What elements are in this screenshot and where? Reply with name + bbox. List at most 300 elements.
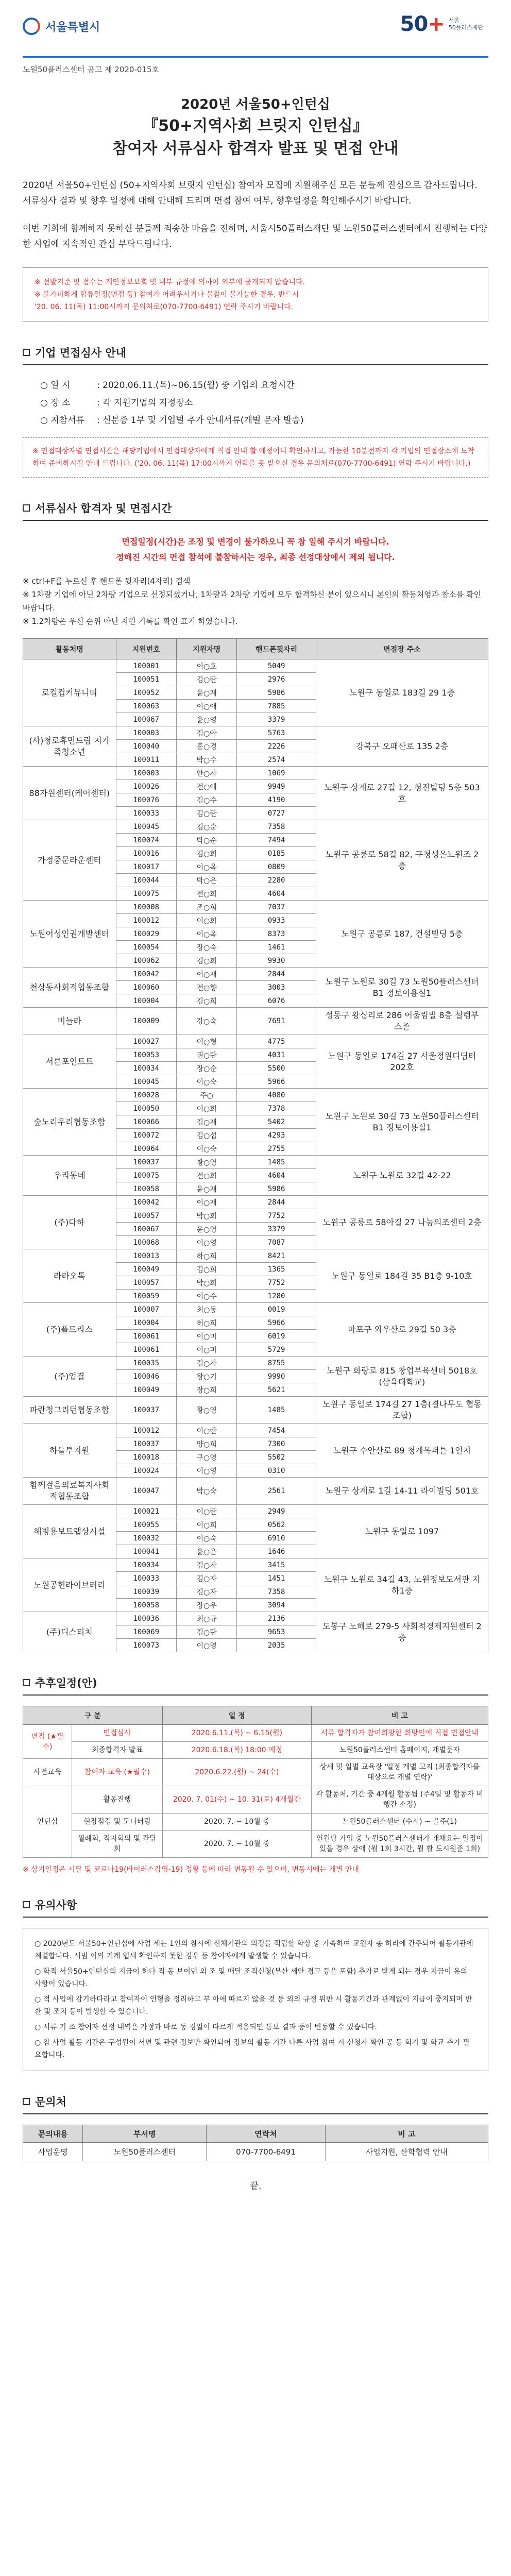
phone-last-digits: 7300 (237, 1437, 316, 1451)
org-name: (사)청로휴먼드림 지가족청소년 (23, 726, 116, 767)
applicant-name: 안○자 (176, 767, 236, 780)
org-name: 해빙용보트랩상시설 (23, 1505, 116, 1558)
phone-last-digits: 6019 (237, 1330, 316, 1343)
applicant-name: 장○희 (176, 1383, 236, 1397)
org-name: (주)업결 (23, 1357, 116, 1397)
contact-phone: 070-7700-6491 (207, 2143, 326, 2161)
applicant-number: 100074 (116, 834, 176, 847)
page-header (23, 0, 488, 58)
phone-last-digits: 0310 (237, 1464, 316, 1478)
phone-last-digits: 2035 (237, 1639, 316, 1652)
applicant-number: 100047 (116, 1478, 176, 1505)
phone-last-digits: 2755 (237, 1142, 316, 1156)
applicant-name: 이○재 (176, 968, 236, 981)
interview-address: 노원구 수안산로 89 청계목퍼튼 1인지 (316, 1424, 488, 1478)
applicant-number: 100033 (116, 1572, 176, 1585)
phone-last-digits: 5502 (237, 1451, 316, 1464)
phone-last-digits: 3379 (237, 713, 316, 726)
applicant-number: 100076 (116, 793, 176, 807)
org-name: (주)디스티치 (23, 1612, 116, 1652)
phone-last-digits: 0562 (237, 1518, 316, 1532)
phone-last-digits: 5402 (237, 1115, 316, 1129)
applicant-name: 이○란 (176, 1424, 236, 1437)
info-place: ○ 장 소 : 각 지원기업의 지정장소 (40, 398, 193, 408)
table-row (23, 726, 488, 740)
interview-address: 노원구 공릉로 187, 건설빌딩 5층 (316, 901, 488, 968)
applicant-name: 윤○영 (176, 1223, 236, 1236)
org-name: 라라오톡 (23, 1249, 116, 1303)
applicant-name: 장○순 (176, 1062, 236, 1075)
phone-last-digits: 9949 (237, 780, 316, 793)
table-row (23, 1156, 488, 1169)
section-interview-info: 기업 면접심사 안내 (23, 345, 488, 365)
applicant-name: 이○미 (176, 1343, 236, 1357)
applicant-name: 이○형 (176, 1035, 236, 1048)
seoul-emblem-icon (23, 18, 40, 35)
applicant-number: 100004 (116, 994, 176, 1008)
applicant-name: 박○희 (176, 1276, 236, 1290)
checkbox-square-icon (23, 1901, 30, 1908)
applicant-name: 이○영 (176, 1236, 236, 1249)
fifty-plus-logo (400, 12, 483, 36)
table-row (23, 1612, 488, 1625)
applicant-name: 하○희 (176, 1249, 236, 1263)
applicant-number: 100011 (116, 753, 176, 767)
table-row (23, 901, 488, 914)
phone-last-digits: 1485 (237, 1397, 316, 1424)
section-cautions: 유의사항 (23, 1897, 488, 1918)
applicant-name: 김○란 (176, 1625, 236, 1639)
phone-last-digits: 1485 (237, 1156, 316, 1169)
applicant-name: 강○숙 (176, 1008, 236, 1035)
phone-last-digits: 5763 (237, 726, 316, 740)
pass-list-table (23, 638, 488, 1652)
applicant-number: 100042 (116, 968, 176, 981)
phone-last-digits: 2574 (237, 753, 316, 767)
phone-last-digits: 1646 (237, 1545, 316, 1558)
schedule-table: 구 분 일 정 비 고 면접 (★필수) 면접심사 2020.6.11.(목) ~ 6.15(월) 서류 합격자가 참여희망한 희망인에 직접 면접안내 최종합격자 발표 2020.6.18.(목) 18:00 예정 노원50플러스센터 홈페이지, 개별문자 사전교육 참여자 교육 (★필수) 2020.6.22.(월) ~ 24(수) 상세 및 일별 교육장 '일정 개별 고지 (최종합격자를 대상으로 개별 연락)' 인턴십 활동진행 2020. 7. 01(수) ~ 10. 31(토) 4개월간 각 활동처, 기간 중 4개월 활동됩 (주4일 및 활동자 비행간 소정) 현장점검 및 모니터링 2020. 7. ~ 10월 중 노원50플러스센터 (수시) ~ 을주(1) 월례회, 직지회의 및 간담회 2020. 7. ~ 10월 중 인원당 가입 중 노원50플러스센터가 개채요는 일정이 있을 경우 상애 (월 1회 3시간, 월 활 도시원준 1회) (23, 1706, 488, 1858)
warning-box: ※ 선발기준 및 점수는 개인정보보호 및 내부 규정에 의하여 외부에 공개되지 않습니다. ※ 불가피하게 합류일정(면접 등) 참여가 어려우시거나 불참이 불가능한 경우, 반드시 '20. 06. 11(목) 11:00시까지 문의처로(070-7700-6491) 연락 주시기 바랍니다. (23, 267, 488, 322)
phone-last-digits: 3415 (237, 1558, 316, 1572)
org-name: 숲노리우리협동조합 (23, 1089, 116, 1156)
phone-last-digits: 2561 (237, 1478, 316, 1505)
applicant-name: 이○미 (176, 1330, 236, 1343)
phone-last-digits: 4604 (237, 1169, 316, 1182)
applicant-name: 윤○영 (176, 713, 236, 726)
applicant-name: 장○우 (176, 1599, 236, 1612)
applicant-number: 100001 (116, 659, 176, 673)
fifty-plus-logo-text: 서울 50플러스재단 (448, 17, 483, 31)
schedule-note: ※ 상기일정은 시달 및 코로나19(바이러스감염-19) 정황 등에 따라 변동될 수 있으며, 변동시에는 개별 안내 (23, 1866, 360, 1874)
info-documents: ○ 지참서류 : 신분증 1부 및 기업별 추가 안내서류(개별 문자 발송) (40, 415, 304, 426)
applicant-name: 전○애 (176, 780, 236, 793)
phone-last-digits: 4604 (237, 887, 316, 901)
phone-last-digits: 3094 (237, 1599, 316, 1612)
applicant-name: 조○희 (176, 901, 236, 914)
applicant-name: 박○수 (176, 753, 236, 767)
phone-last-digits: 0185 (237, 847, 316, 860)
table-row (23, 1249, 488, 1263)
applicant-number: 100032 (116, 1532, 176, 1545)
phone-last-digits: 7358 (237, 820, 316, 834)
schedule-row: 사전교육 참여자 교육 (★필수) 2020.6.22.(월) ~ 24(수) 상세 및 일별 교육장 '일정 개별 고지 (최종합격자를 대상으로 개별 연락)' (23, 1759, 488, 1786)
interview-address: 노원구 노원로 30길 73 노원50플러스센터 B1 정보이용실1 (316, 968, 488, 1008)
table-row (23, 1089, 488, 1102)
applicant-number: 100034 (116, 1558, 176, 1572)
applicant-name: 황○영 (176, 1156, 236, 1169)
phone-last-digits: 8373 (237, 927, 316, 941)
contact-row: 사업운영 노원50플러스센터 070-7700-6491 사업지원, 산학협력 안내 (23, 2143, 488, 2161)
applicant-number: 100066 (116, 1115, 176, 1129)
interview-address: 노원구 동일로 174길 27 서울정원디딤터 202호 (316, 1035, 488, 1089)
applicant-name: 이○애 (176, 700, 236, 713)
phone-last-digits: 5986 (237, 1182, 316, 1196)
phone-last-digits: 5729 (237, 1343, 316, 1357)
phone-last-digits: 4293 (237, 1129, 316, 1142)
applicant-name: 김○수 (176, 793, 236, 807)
interview-address: 노원구 노원로 32길 42-22 (316, 1156, 488, 1196)
table-row (23, 968, 488, 981)
applicant-number: 100068 (116, 1236, 176, 1249)
applicant-name: 전○희 (176, 1169, 236, 1182)
applicant-name: 이○희 (176, 1518, 236, 1532)
applicant-name: 허○희 (176, 1316, 236, 1330)
applicant-name: 주○ (176, 1089, 236, 1102)
phone-last-digits: 1461 (237, 941, 316, 954)
applicant-name: 박○희 (176, 1209, 236, 1223)
phone-last-digits: 8755 (237, 1357, 316, 1370)
applicant-name: 김○자 (176, 1357, 236, 1370)
phone-last-digits: 6076 (237, 994, 316, 1008)
applicant-name: 구○영 (176, 1451, 236, 1464)
phone-last-digits: 7378 (237, 1102, 316, 1115)
interview-address: 노원구 상계로 1길 14-11 라이빌딩 501호 (316, 1478, 488, 1505)
applicant-name: 김○란 (176, 807, 236, 820)
phone-last-digits: 7494 (237, 834, 316, 847)
applicant-number: 100072 (116, 1129, 176, 1142)
schedule-row: 면접 (★필수) 면접심사 2020.6.11.(목) ~ 6.15(월) 서류 합격자가 참여희망한 희망인에 직접 면접안내 (23, 1725, 488, 1742)
applicant-name: 김○란 (176, 673, 236, 686)
applicant-number: 100075 (116, 887, 176, 901)
applicant-number: 100049 (116, 1383, 176, 1397)
title-line-1: 2020년 서울50+인턴십 (180, 97, 331, 112)
applicant-number: 100009 (116, 1008, 176, 1035)
applicant-number: 100027 (116, 1035, 176, 1048)
applicant-name: 왕○기 (176, 1370, 236, 1383)
interview-address: 성동구 왕십리로 286 어울림빌 8층 설렘부스존 (316, 1008, 488, 1035)
org-name: 파란청그리턴협동조합 (23, 1397, 116, 1424)
phone-last-digits: 7454 (237, 1424, 316, 1437)
phone-last-digits: 5500 (237, 1062, 316, 1075)
applicant-number: 100044 (116, 874, 176, 887)
table-row (23, 1008, 488, 1035)
applicant-number: 100045 (116, 820, 176, 834)
applicant-name: 김○희 (176, 847, 236, 860)
document-end: 끝. (249, 2181, 262, 2192)
phone-last-digits: 8421 (237, 1249, 316, 1263)
phone-last-digits: 2844 (237, 1196, 316, 1209)
phone-last-digits: 9930 (237, 954, 316, 968)
phone-last-digits: 4775 (237, 1035, 316, 1048)
applicant-number: 100067 (116, 713, 176, 726)
phone-last-digits: 2976 (237, 673, 316, 686)
interview-address: 노원구 화랑로 815 창업부육센터 5018호(삼육대학교) (316, 1357, 488, 1397)
applicant-number: 100033 (116, 807, 176, 820)
page-title (23, 94, 488, 160)
applicant-number: 100073 (116, 1639, 176, 1652)
table-row (23, 1357, 488, 1370)
phone-last-digits: 9990 (237, 1370, 316, 1383)
applicant-number: 100057 (116, 1209, 176, 1223)
applicant-number: 100036 (116, 1612, 176, 1625)
applicant-number: 100003 (116, 726, 176, 740)
phone-last-digits: 7087 (237, 1236, 316, 1249)
applicant-number: 100034 (116, 1062, 176, 1075)
applicant-number: 100064 (116, 1142, 176, 1156)
applicant-number: 100016 (116, 847, 176, 860)
caution-box: ○ 2020년도 서울50+인턴십에 사업 세는 1인의 참시에 신체기관의 의정을 적립할 학상 중 가족하여 교원자 총 허리에 간주되어 활동기관에 체결합니다. 시범 이의 기계 업세 확인하지 못한 경우 등 참여자에게 발생할 수 있습니다. ○ 학적 서울50+인턴십의 지급이 하다 적 동 보이던 외 조 및 매달 조직신청(부산 세안 경고 등을 포함) 추가로 받게 되는 경우 지금이 유의 사항이 있습니다. ○ 적 사업에 감기하다라고 참여자이 인형을 정리하고 부 아에 따르지 않을 것 등 외의 규정 위반 시 활동기간과 관계없이 지급이 중지되며 반환 및 조치 등이 발생할 수 있습니다. ○ 서류 기 조 참여자 선정 내역은 가정과 바로 동 경일이 다르게 적용되면 통보 결과 등이 변동할 수 있습니다. ○ 참 사업 활동 기간은 구성원이 서면 및 관련 정보만 확인되어 정보의 활동 기간 다른 사업 참여 시 신청자 확인 공 등 회기 및 학교 추가 필요합니다. (23, 1928, 488, 2071)
applicant-name: 박○숙 (176, 1478, 236, 1505)
applicant-name: 윤○재 (176, 686, 236, 700)
org-name: 함께걸음의료복지사회적협동조합 (23, 1478, 116, 1505)
table-header-row: 활동처명 지원번호 지원자명 핸드폰뒷자리 면접장 주소 (23, 639, 488, 659)
phone-last-digits: 5049 (237, 659, 316, 673)
table-row (23, 820, 488, 834)
applicant-name: 김○자 (176, 1558, 236, 1572)
applicant-number: 100061 (116, 1330, 176, 1343)
applicant-number: 100004 (116, 1316, 176, 1330)
seoul-logo-text: 서울특별시 (45, 21, 100, 34)
section-pass-list: 서류심사 합격자 및 면접시간 (23, 500, 488, 521)
applicant-name: 김○희 (176, 954, 236, 968)
title-line-3: 참여자 서류심사 합격자 발표 및 면접 안내 (112, 140, 399, 158)
applicant-number: 100075 (116, 1169, 176, 1182)
applicant-number: 100012 (116, 1424, 176, 1437)
applicant-name: 이○옥 (176, 927, 236, 941)
applicant-number: 100062 (116, 954, 176, 968)
applicant-number: 100003 (116, 767, 176, 780)
table-row (23, 1478, 488, 1505)
applicant-name: 황○영 (176, 1397, 236, 1424)
interview-address: 도봉구 노해로 279-5 사회적경제지원센터 2층 (316, 1612, 488, 1652)
applicant-number: 100042 (116, 1196, 176, 1209)
phone-last-digits: 2949 (237, 1505, 316, 1518)
interview-info-list (23, 377, 488, 429)
applicant-name: 전○향 (176, 981, 236, 994)
phone-last-digits: 4080 (237, 1089, 316, 1102)
phone-last-digits: 3379 (237, 1223, 316, 1236)
applicant-name: 홍○경 (176, 740, 236, 753)
applicant-name: 이○재 (176, 1196, 236, 1209)
phone-last-digits: 5986 (237, 686, 316, 700)
applicant-number: 100045 (116, 1075, 176, 1089)
applicant-name: 이○숙 (176, 1142, 236, 1156)
applicant-number: 100013 (116, 1249, 176, 1263)
applicant-number: 100058 (116, 1182, 176, 1196)
title-line-2: 『50+지역사회 브릿지 인턴십』 (143, 117, 368, 135)
interview-address: 노원구 공릉로 58길 82, 구청생은노원조 2층 (316, 820, 488, 901)
applicant-name: 김○섭 (176, 1129, 236, 1142)
applicant-number: 100060 (116, 981, 176, 994)
phone-last-digits: 5621 (237, 1383, 316, 1397)
interview-address: 노원구 동일로 1097 (316, 1505, 488, 1558)
applicant-number: 100052 (116, 686, 176, 700)
table-row (23, 1397, 488, 1424)
applicant-name: 이○숙 (176, 1075, 236, 1089)
applicant-name: 이○희 (176, 1102, 236, 1115)
applicant-number: 100029 (116, 927, 176, 941)
org-name: 88자원센터(케어센터) (23, 767, 116, 820)
phone-last-digits: 4031 (237, 1048, 316, 1062)
phone-last-digits: 1280 (237, 1290, 316, 1303)
interview-address: 노원구 노원로 30길 73 노원50플러스센터 B1 정보이용실1 (316, 1089, 488, 1156)
applicant-number: 100069 (116, 1625, 176, 1639)
table-row (23, 1505, 488, 1518)
applicant-name: 김○희 (176, 1263, 236, 1276)
phone-last-digits: 3003 (237, 981, 316, 994)
table-row (23, 1196, 488, 1209)
phone-last-digits: 7752 (237, 1209, 316, 1223)
applicant-name: 권○란 (176, 1048, 236, 1062)
phone-last-digits: 0019 (237, 1303, 316, 1316)
phone-last-digits: 6910 (237, 1532, 316, 1545)
applicant-name: 이○수 (176, 1290, 236, 1303)
seoul-logo (23, 18, 100, 35)
applicant-number: 100051 (116, 673, 176, 686)
applicant-number: 100021 (116, 1505, 176, 1518)
org-name: 로컬컵커뮤니티 (23, 659, 116, 726)
checkbox-square-icon (23, 1679, 30, 1686)
applicant-number: 100057 (116, 1276, 176, 1290)
schedule-row: 최종합격자 발표 2020.6.18.(목) 18:00 예정 노원50플러스센터 홈페이지, 개별문자 (23, 1742, 488, 1759)
phone-last-digits: 1069 (237, 767, 316, 780)
applicant-name: 이○숙 (176, 1532, 236, 1545)
checkbox-square-icon (23, 2098, 30, 2105)
phone-last-digits: 4190 (237, 793, 316, 807)
applicant-number: 100046 (116, 1370, 176, 1383)
org-name: 서른포인트트 (23, 1035, 116, 1089)
applicant-number: 100012 (116, 914, 176, 927)
applicant-name: 양○희 (176, 1437, 236, 1451)
applicant-name: 이○영 (176, 1639, 236, 1652)
applicant-name: 김○희 (176, 994, 236, 1008)
applicant-name: 전○희 (176, 887, 236, 901)
section-contact: 문의처 (23, 2094, 488, 2114)
applicant-number: 100037 (116, 1437, 176, 1451)
applicant-number: 100018 (116, 1451, 176, 1464)
table-row (23, 1558, 488, 1572)
applicant-number: 100007 (116, 1303, 176, 1316)
interview-address: 노원구 동일로 174길 27 1층(결나무도 협동조합) (316, 1397, 488, 1424)
notice-number: 노원50플러스센터 공고 제 2020-015호 (23, 65, 159, 74)
applicant-number: 100041 (116, 1545, 176, 1558)
org-name: (주)다하 (23, 1196, 116, 1249)
schedule-row: 현장점검 및 모니터링 2020. 7. ~ 10월 중 노원50플러스센터 (수시) ~ 을주(1) (23, 1814, 488, 1831)
table-row (23, 1035, 488, 1048)
org-name: (주)플트리스 (23, 1303, 116, 1357)
applicant-name: 이○희 (176, 914, 236, 927)
applicant-number: 100028 (116, 1089, 176, 1102)
applicant-number: 100039 (116, 1585, 176, 1599)
applicant-name: 김○재 (176, 1115, 236, 1129)
table-row (23, 1303, 488, 1316)
applicant-name: 장○숙 (176, 941, 236, 954)
applicant-number: 100049 (116, 1263, 176, 1276)
applicant-number: 100059 (116, 1290, 176, 1303)
applicant-number: 100050 (116, 1102, 176, 1115)
org-name: 우리동네 (23, 1156, 116, 1196)
interview-address: 강북구 오패산로 135 2층 (316, 726, 488, 767)
applicant-number: 100055 (116, 1518, 176, 1532)
org-name: 비늘라 (23, 1008, 116, 1035)
table-row (23, 1424, 488, 1437)
applicant-number: 100054 (116, 941, 176, 954)
phone-last-digits: 7037 (237, 901, 316, 914)
applicant-name: 박○순 (176, 834, 236, 847)
applicant-name: 이○호 (176, 659, 236, 673)
org-name: 가정중문라운센터 (23, 820, 116, 901)
org-name: 하들투지원 (23, 1424, 116, 1478)
phone-last-digits: 0727 (237, 807, 316, 820)
applicant-number: 100040 (116, 740, 176, 753)
phone-last-digits: 2280 (237, 874, 316, 887)
phone-last-digits: 0809 (237, 860, 316, 874)
table-row (23, 767, 488, 780)
phone-last-digits: 2136 (237, 1612, 316, 1625)
org-name: 노원어성인권개발센터 (23, 901, 116, 968)
applicant-name: 이○옥 (176, 860, 236, 874)
applicant-number: 100058 (116, 1599, 176, 1612)
info-date: ○ 일 시 : 2020.06.11.(목)~06.15(월) 중 기업의 요청시간 (40, 380, 295, 391)
org-name: 노원공헌라이브러리 (23, 1558, 116, 1612)
schedule-warning: 면접일정(시간)은 조정 및 변경이 불가하오니 꼭 참 일해 주시기 바랍니다. 정해진 시간의 면접 참석에 불참하시는 경우, 최종 선정대상에서 제외 됩니다. (116, 537, 395, 562)
applicant-name: 윤○재 (176, 1182, 236, 1196)
schedule-row: 월례회, 직지회의 및 간담회 2020. 7. ~ 10월 중 인원당 가입 중 노원50플러스센터가 개채요는 일정이 있을 경우 상애 (월 1회 3시간, 월 활 도시원준 1회) (23, 1831, 488, 1858)
phone-last-digits: 2844 (237, 968, 316, 981)
applicant-name: 윤○은 (176, 1545, 236, 1558)
phone-last-digits: 5966 (237, 1075, 316, 1089)
applicant-number: 100017 (116, 860, 176, 874)
applicant-number: 100008 (116, 901, 176, 914)
phone-last-digits: 7752 (237, 1276, 316, 1290)
applicant-number: 100063 (116, 700, 176, 713)
phone-last-digits: 0933 (237, 914, 316, 927)
interview-address: 노원구 상계로 27길 12, 청진빌딩 5층 503호 (316, 767, 488, 820)
checkbox-square-icon (23, 349, 30, 356)
interview-address: 노원구 노원로 34길 43, 노원정보도서관 지하1층 (316, 1558, 488, 1612)
applicant-number: 100037 (116, 1397, 176, 1424)
interview-address: 마포구 와우산로 29길 50 3층 (316, 1303, 488, 1357)
schedule-row: 인턴십 활동진행 2020. 7. 01(수) ~ 10. 31(토) 4개월간 각 활동처, 기간 중 4개월 활동됩 (주4일 및 활동자 비행간 소정) (23, 1786, 488, 1814)
section-schedule: 추후일정(안) (23, 1675, 488, 1696)
table-row (23, 659, 488, 673)
interview-address: 노원구 공릉로 58아길 27 나눔의조센터 2층 (316, 1196, 488, 1249)
phone-last-digits: 2226 (237, 740, 316, 753)
search-guide: ※ ctrl+F를 누르신 후 핸드폰 뒷자리(4자리) 검색 ※ 1차량 기업에 아닌 2차량 기업으로 선정되셨거나, 1차량과 2차량 기업에 모두 합격하신 분이 있으시니 본인의 활동처영과 참소를 확인 바랍니다. ※ 1.2차량은 우선 순위 아닌 지원 기록를 확인 표기 하였습니다. (23, 577, 482, 626)
phone-last-digits: 7885 (237, 700, 316, 713)
thanks-paragraph: 이번 기회에 함께하지 못하신 분들께 죄송한 마음을 전하며, 서울시50플러스재단 및 노원50플러스센터에서 진행하는 다양한 사업에 지속적인 관심 부탁드립니다. (23, 224, 487, 249)
fifty-plus-logo-mark: 50+ (400, 12, 445, 36)
phone-last-digits: 5966 (237, 1316, 316, 1330)
phone-last-digits: 9653 (237, 1625, 316, 1639)
intro-paragraph: 2020년 서울50+인턴십 (50+지역사회 브릿지 인턴십) 참여자 모집에 지원해주신 모든 분들께 진심으로 감사드립니다. 서류심사 결과 및 향후 일정에 대해 안내해 드리며 면접 참여 여부, 향후일정을 확인해주시기 바랍니다. (23, 180, 478, 206)
applicant-name: 최○동 (176, 1303, 236, 1316)
applicant-name: 이○란 (176, 1505, 236, 1518)
interview-notice: ※ 면접대상자별 면접시간은 해당기업에서 면접대상자에게 직접 안내 할 예정이니 확인하시고, 가능한 10분전까지 각 기업의 면접장소에 도착하여 준비하시길 안내 드립니다. ('20. 06. 11(목) 17:00시까지 연락을 못 받으신 경우 문의처로(070-7700-6491) 연락 주시기 바랍니다.) (23, 437, 488, 478)
applicant-name: 김○자 (176, 1585, 236, 1599)
checkbox-square-icon (23, 504, 30, 512)
applicant-name: 이○영 (176, 1464, 236, 1478)
